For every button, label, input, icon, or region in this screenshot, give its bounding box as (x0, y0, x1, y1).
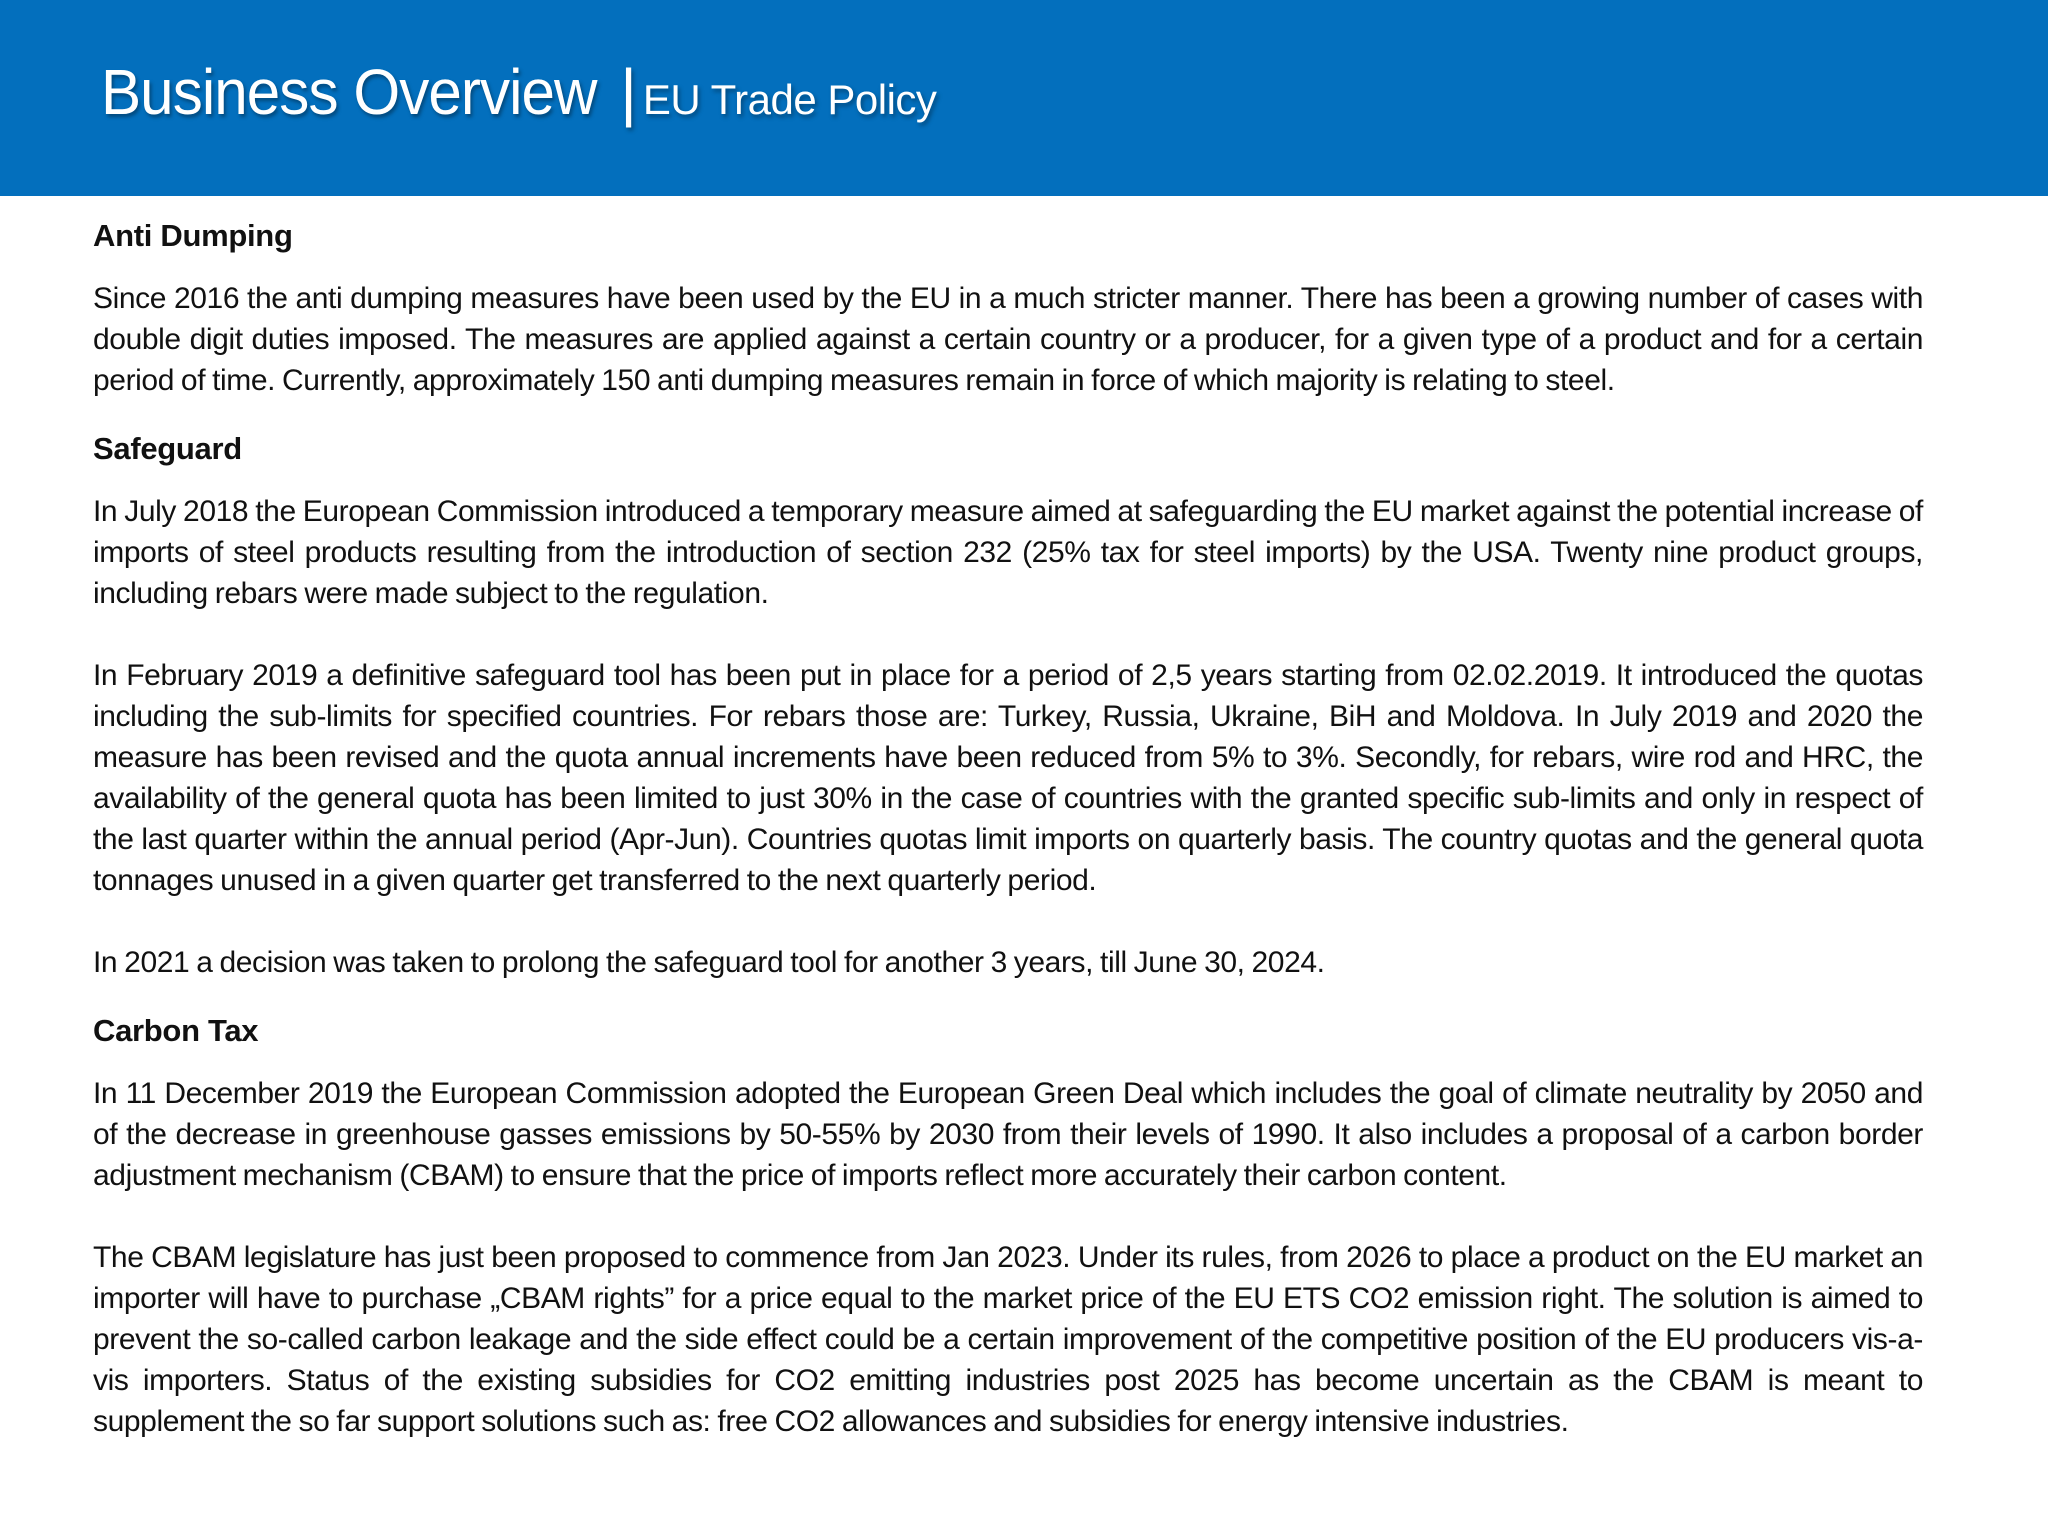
document-body (93, 210, 1923, 1442)
section-heading-anti-dumping: Anti Dumping (93, 218, 293, 253)
paragraph-carbon-tax-1: In 11 December 2019 the European Commission adopted the European Green Deal which includes the goal of climate neutrality by 2050 and of the decrease in greenhouse gasses emissions by 50-55% by 2030 from their levels of 1990. It also includes a proposal of a carbon border adjustment mechanism (CBAM) to ensure that the price of imports reflect more accurately their carbon content. (93, 1077, 1923, 1192)
section-safeguard (93, 423, 1923, 983)
title-separator: | (620, 56, 637, 128)
section-carbon-tax (93, 1005, 1923, 1442)
paragraph-safeguard-3: In 2021 a decision was taken to prolong the safeguard tool for another 3 years, till June 30, 2024. (93, 946, 1325, 979)
paragraph-anti-dumping-1: Since 2016 the anti dumping measures have been used by the EU in a much stricter manner. There has been a growing number of cases with double digit duties imposed. The measures are applied against a certain country or a producer, for a given type of a product and for a certain period of time. Currently, approximately 150 anti dumping measures remain in force of which majority is relating to steel. (93, 282, 1923, 397)
header-bar (0, 0, 2048, 196)
section-heading-carbon-tax: Carbon Tax (93, 1013, 259, 1048)
paragraph-carbon-tax-2: The CBAM legislature has just been proposed to commence from Jan 2023. Under its rules, from 2026 to place a product on the EU market an importer will have to purchase „CBAM rights” for a price equal to the market price of the EU ETS CO2 emission right. The solution is aimed to prevent the so-called carbon leakage and the side effect could be a certain improvement of the competitive position of the EU producers vis-a-vis importers. Status of the existing subsidies for CO2 emitting industries post 2025 has become uncertain as the CBAM is meant to supplement the so far support solutions such as: free CO2 allowances and subsidies for energy intensive industries. (93, 1241, 1923, 1438)
section-heading-safeguard: Safeguard (93, 431, 242, 466)
paragraph-safeguard-2: In February 2019 a definitive safeguard tool has been put in place for a period of 2,5 years starting from 02.02.2019. It introduced the quotas including the sub-limits for specified countries. For rebars those are: Turkey, Russia, Ukraine, BiH and Moldova. In July 2019 and 2020 the measure has been revised and the quota annual increments have been reduced from 5% to 3%. Secondly, for rebars, wire rod and HRC, the availability of the general quota has been limited to just 30% in the case of countries with the granted specific sub-limits and only in respect of the last quarter within the annual period (Apr-Jun). Countries quotas limit imports on quarterly basis. The country quotas and the general quota tonnages unused in a given quarter get transferred to the next quarterly period. (93, 659, 1923, 897)
section-anti-dumping (93, 210, 1923, 401)
paragraph-safeguard-1: In July 2018 the European Commission introduced a temporary measure aimed at safeguarding the EU market against the potential increase of imports of steel products resulting from the introduction of section 232 (25% tax for steel imports) by the USA. Twenty nine product groups, including rebars were made subject to the regulation. (93, 495, 1923, 610)
page-title (101, 56, 937, 128)
title-main: Business Overview (101, 56, 597, 128)
title-subtitle: EU Trade Policy (642, 76, 937, 123)
